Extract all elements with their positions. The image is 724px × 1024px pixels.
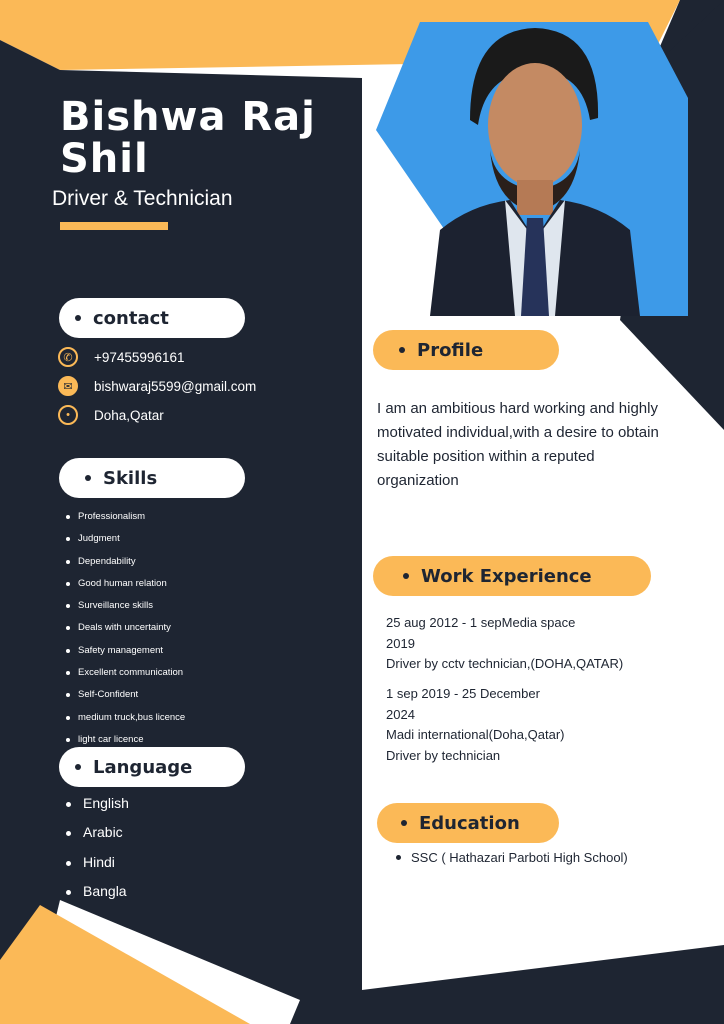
skill-item: Excellent communication [66,665,185,687]
skill-item: Dependability [66,554,185,576]
skills-list [66,509,185,754]
contact-phone-row [58,347,184,367]
language-list [66,795,129,912]
title-underline [60,222,168,230]
language-item: English [66,795,129,824]
contact-location-row [58,405,164,425]
contact-email[interactable]: bishwaraj5599@gmail.com [94,378,257,394]
language-item: Arabic [66,824,129,853]
contact-email-row [58,376,256,396]
work-company: Madi international(Doha,Qatar) [386,727,565,742]
name-line-1: Bishwa Raj [60,94,316,140]
profile-line: organization [377,472,459,489]
work-role: Driver by cctv technician,(DOHA,QATAR) [386,656,624,671]
language-item: Bangla [66,883,129,912]
work-entry-1 [386,613,623,675]
profile-line: I am an ambitious hard working and highly [377,400,658,417]
skill-item: Good human relation [66,576,185,598]
job-title: Driver & Technician [52,187,233,210]
work-dates: 25 aug 2012 - 1 sepMedia space [386,615,576,630]
skill-item: Surveillance skills [66,598,185,620]
language-heading: Language [59,747,245,787]
phone-icon: ✆ [58,347,78,367]
profile-line: suitable position within a reputed [377,448,595,465]
skills-heading: Skills [59,458,245,498]
bullet-dot [403,573,409,579]
work-entry-2 [386,684,564,766]
skill-item: light car licence [66,732,185,754]
profile-heading: Profile [373,330,559,370]
bullet-dot [399,347,405,353]
profile-summary [377,397,707,493]
education-item: SSC ( Hathazari Parboti High School) [396,850,628,865]
work-year: 2019 [386,635,415,651]
skill-item: Safety management [66,643,185,665]
email-icon: ✉ [58,376,78,396]
contact-phone[interactable]: +97455996161 [94,349,185,365]
education-heading: Education [377,803,559,843]
skill-item: Professionalism [66,509,185,531]
skill-item: medium truck,bus licence [66,710,185,732]
bullet-dot [75,315,81,321]
skill-item: Judgment [66,531,185,553]
bullet-dot [401,820,407,826]
bullet-dot [75,764,81,770]
contact-heading: contact [59,298,245,338]
skill-item: Deals with uncertainty [66,620,185,642]
language-item: Hindi [66,854,129,883]
skill-item: Self-Confident [66,687,185,709]
profile-line: motivated individual,with a desire to obtain [377,424,659,441]
bullet-dot [85,475,91,481]
work-experience-heading: Work Experience [373,556,651,596]
name-line-2: Shil [60,136,149,182]
work-dates: 1 sep 2019 - 25 December [386,686,540,701]
candidate-name [60,96,316,180]
location-icon: • [58,405,78,425]
contact-location: Doha,Qatar [94,407,164,423]
work-role: Driver by technician [386,747,501,763]
work-year: 2024 [386,706,415,722]
